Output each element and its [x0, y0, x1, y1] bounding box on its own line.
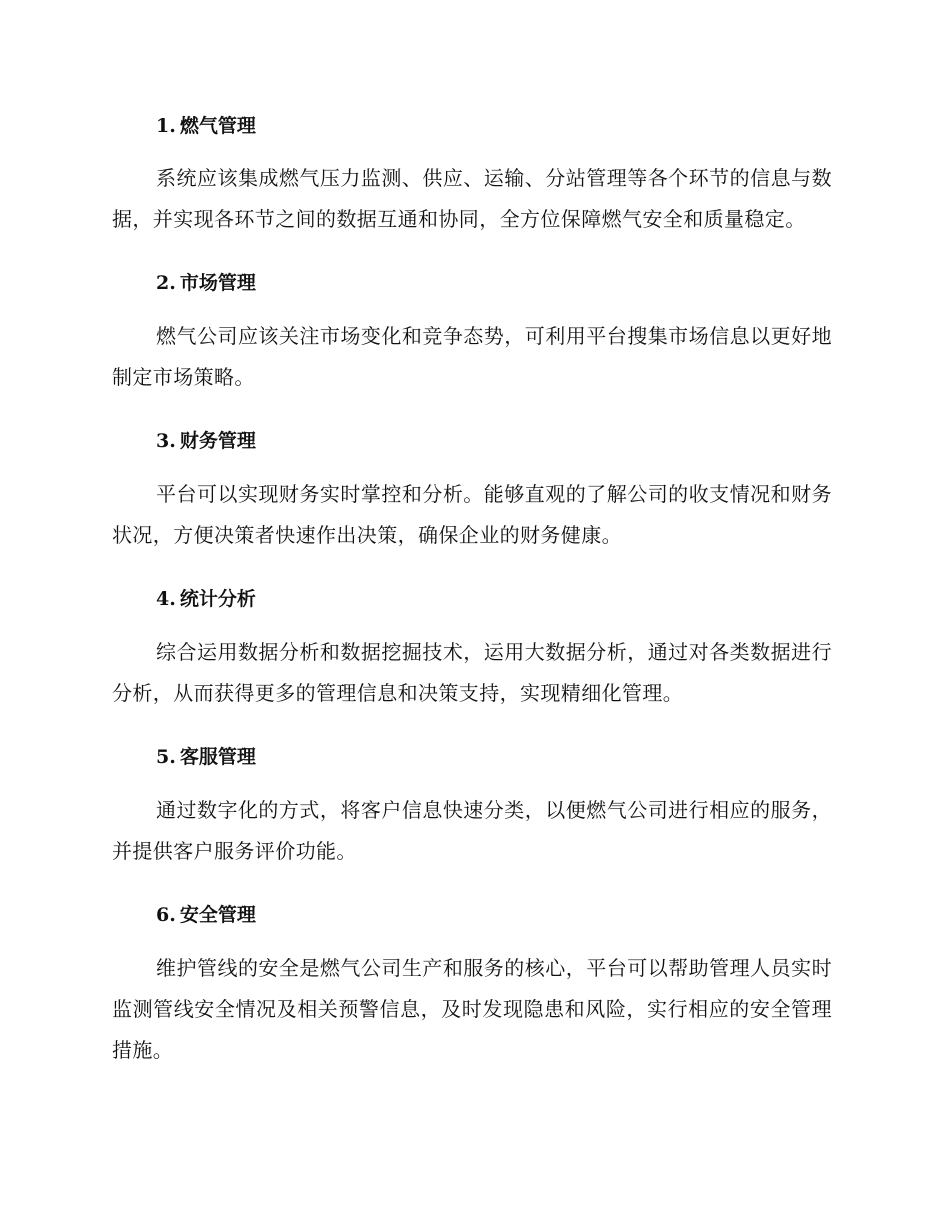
section-number: 3.	[156, 430, 176, 452]
section-number: 5.	[156, 746, 176, 768]
section-heading	[112, 581, 832, 617]
section-number: 4.	[156, 588, 176, 610]
section-number: 1.	[156, 115, 176, 137]
section-title: 客服管理	[179, 746, 256, 768]
section-title: 统计分析	[179, 588, 256, 610]
section-title: 燃气管理	[179, 115, 256, 137]
section-heading	[112, 739, 832, 775]
document-content	[112, 108, 832, 1096]
section-number: 2.	[156, 272, 176, 294]
section-title: 财务管理	[179, 430, 256, 452]
section-market-management	[112, 265, 832, 398]
section-body: 平台可以实现财务实时掌控和分析。能够直观的了解公司的收支情况和财务状况，方便决策者快速作出决策，确保企业的财务健康。	[112, 482, 832, 547]
section-heading	[112, 108, 832, 144]
section-customer-service	[112, 739, 832, 872]
section-body: 系统应该集成燃气压力监测、供应、运输、分站管理等各个环节的信息与数据，并实现各环节之间的数据互通和协同，全方位保障燃气安全和质量稳定。	[112, 166, 832, 231]
section-heading	[112, 423, 832, 459]
section-finance-management	[112, 423, 832, 556]
section-body: 通过数字化的方式，将客户信息快速分类，以便燃气公司进行相应的服务，并提供客户服务评价功能。	[112, 798, 832, 863]
section-statistical-analysis	[112, 581, 832, 714]
section-body: 维护管线的安全是燃气公司生产和服务的核心，平台可以帮助管理人员实时监测管线安全情况及相关预警信息，及时发现隐患和风险，实行相应的安全管理措施。	[112, 956, 832, 1062]
section-heading	[112, 897, 832, 933]
section-heading	[112, 265, 832, 301]
section-body: 综合运用数据分析和数据挖掘技术，运用大数据分析，通过对各类数据进行分析，从而获得更多的管理信息和决策支持，实现精细化管理。	[112, 640, 832, 705]
section-title: 安全管理	[179, 904, 256, 926]
section-gas-management	[112, 108, 832, 240]
section-title: 市场管理	[179, 272, 256, 294]
section-safety-management	[112, 897, 832, 1071]
section-number: 6.	[156, 904, 176, 926]
section-body: 燃气公司应该关注市场变化和竞争态势，可利用平台搜集市场信息以更好地制定市场策略。	[112, 324, 832, 389]
